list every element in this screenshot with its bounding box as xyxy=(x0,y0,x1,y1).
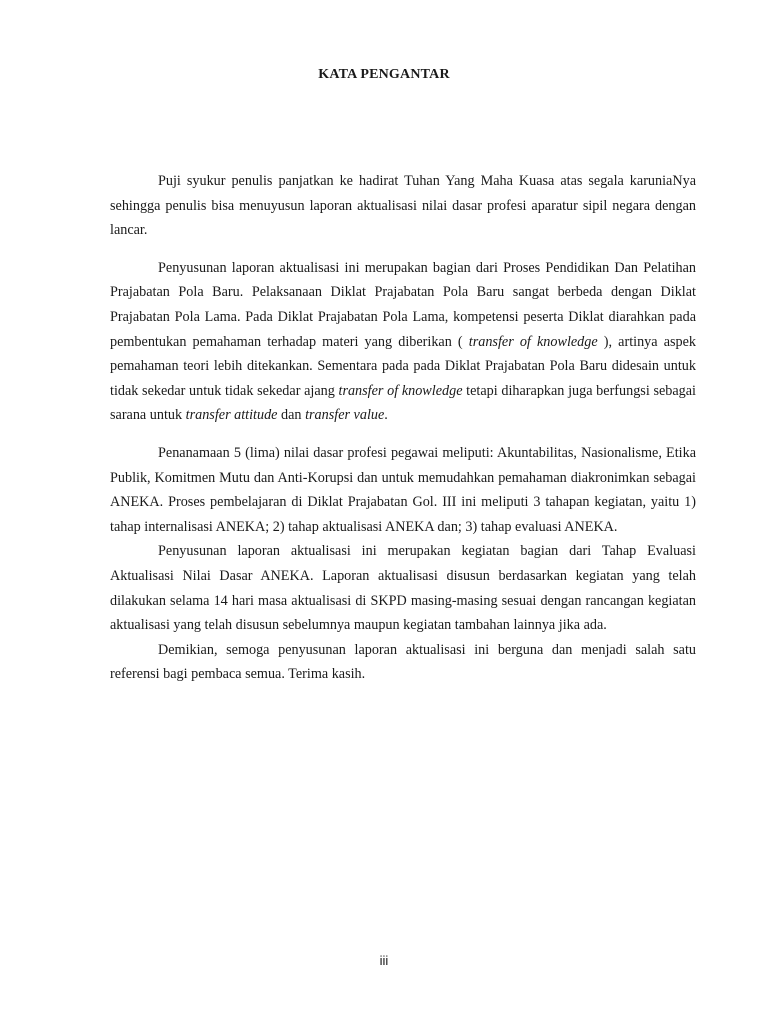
italic-term: transfer value xyxy=(305,407,385,424)
text-run: Puji syukur penulis panjatkan ke hadirat Tuhan Yang Maha Kuasa atas segala karuniaNya sehingga penulis bisa menuyusun laporan aktualisasi nilai dasar profesi aparatur sipil negara dengan lancar. xyxy=(110,173,696,239)
paragraph-1 xyxy=(110,169,696,243)
paragraph-2 xyxy=(110,256,696,428)
page-number: iii xyxy=(379,953,389,968)
paragraph-5 xyxy=(110,638,696,687)
text-run: Penyusunan laporan aktualisasi ini merupakan kegiatan bagian dari Tahap Evaluasi Aktualisasi Nilai Dasar ANEKA. Laporan aktualisasi disusun berdasarkan kegiatan yang telah dilakukan selama 14 hari masa aktualisasi di SKPD masing-masing sesuai dengan rancangan kegiatan aktualisasi yang telah disusun sebelumnya maupun kegiatan tambahan lainnya jika ada. xyxy=(110,543,696,634)
text-run: tetapi diharapkan juga berfungsi sebagai sarana untuk xyxy=(110,382,696,424)
text-run: dan xyxy=(277,407,306,424)
text-run: Penyusunan laporan aktualisasi ini merupakan bagian dari Proses Pendidikan Dan Pelatihan Prajabatan Pola Baru. Pelaksanaan Diklat Prajabatan Pola Baru sangat berbeda dengan Diklat Prajabatan Pola Lama. Pada Diklat Prajabatan Pola Lama, kompetensi peserta Diklat diarahkan pada pembentukan pemahaman terhadap materi yang diberikan ( xyxy=(110,259,696,350)
italic-term: transfer of knowledge xyxy=(468,333,598,350)
text-run: Demikian, semoga penyusunan laporan aktualisasi ini berguna dan menjadi salah satu referensi bagi pembaca semua. Terima kasih. xyxy=(110,641,696,683)
italic-term: transfer of knowledge xyxy=(338,382,463,399)
text-run: . xyxy=(384,407,388,424)
page-title: KATA PENGANTAR xyxy=(318,67,450,82)
text-run: ), artinya aspek pemahaman teori lebih ditekankan. Sementara pada pada Diklat Prajabatan Pola Baru didesain untuk tidak sekedar untuk tidak sekedar ajang xyxy=(110,333,696,399)
document-body xyxy=(110,169,696,687)
paragraph-3 xyxy=(110,441,696,539)
text-run: Penanamaan 5 (lima) nilai dasar profesi pegawai meliputi: Akuntabilitas, Nasionalisme, Etika Publik, Komitmen Mutu dan Anti-Korupsi dan untuk memudahkan pemahaman diakronimkan sebagai ANEKA. Proses pembelajaran di Diklat Prajabatan Gol. III ini meliputi 3 tahapan kegiatan, yaitu 1) tahap internalisasi ANEKA; 2) tahap aktualisasi ANEKA dan; 3) tahap evaluasi ANEKA. xyxy=(110,444,696,535)
italic-term: transfer attitude xyxy=(185,407,278,424)
paragraph-4 xyxy=(110,539,696,637)
